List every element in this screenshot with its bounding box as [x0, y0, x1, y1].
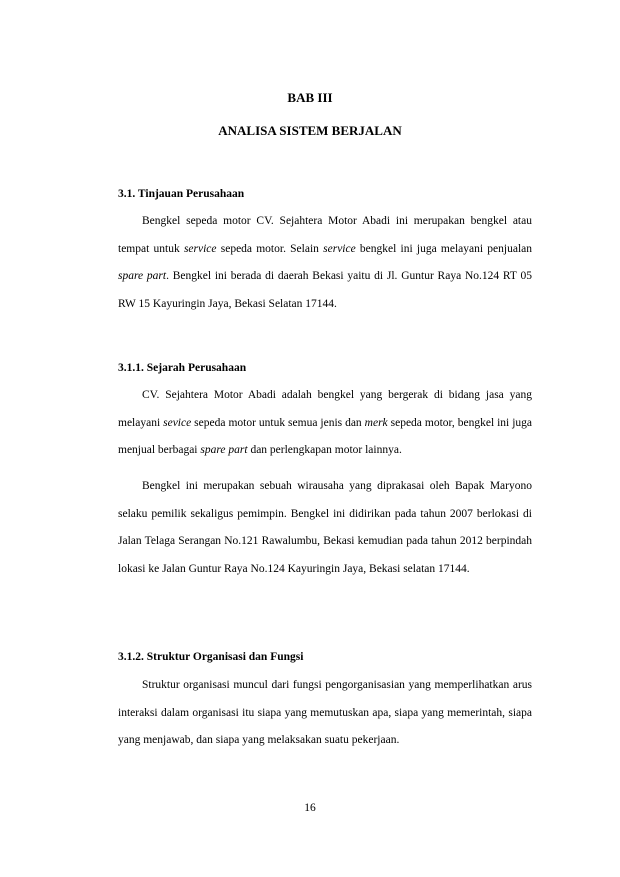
paragraph-3-1: Bengkel sepeda motor CV. Sejahtera Motor Abadi ini merupakan bengkel atau tempat untuk service sepeda motor. Selain service bengkel ini juga melayani penjualan spare part. Bengkel ini berada di daerah Bekasi yaitu di Jl. Guntur Raya No.124 RT 05 RW 15 Kayuringin Jaya, Bekasi Selatan 17144. — [118, 215, 532, 310]
section-heading-3-1-1: 3.1.1. Sejarah Perusahaan — [118, 362, 247, 374]
page-number: 16 — [304, 802, 316, 814]
section-heading-3-1-2: 3.1.2. Struktur Organisasi dan Fungsi — [118, 651, 304, 663]
paragraph-3-1-1-a: CV. Sejahtera Motor Abadi adalah bengkel yang bergerak di bidang jasa yang melayani sevice sepeda motor untuk semua jenis dan merk sepeda motor, bengkel ini juga menjual berbagai spare part dan perlengkapan motor lainnya. — [118, 389, 533, 457]
chapter-title: ANALISA SISTEM BERJALAN — [218, 123, 402, 138]
paragraph-3-1-2: Struktur organisasi muncul dari fungsi pengorganisasian yang memperlihatkan arus interaksi dalam organisasi itu siapa yang memutuskan apa, siapa yang memerintah, siapa yang menjawab, dan siapa yang melaksakan suatu pekerjaan. — [118, 679, 532, 747]
chapter-number: BAB III — [287, 90, 333, 105]
paragraph-3-1-1-b: Bengkel ini merupakan sebuah wirausaha yang diprakasai oleh Bapak Maryono selaku pemilik sekaligus pemimpin. Bengkel ini didirikan pada tahun 2007 berlokasi di Jalan Telaga Serangan No.121 Rawalumbu, Bekasi kemudian pada tahun 2012 berpindah lokasi ke Jalan Guntur Raya No.124 Kayuringin Jaya, Bekasi selatan 17144. — [118, 480, 532, 575]
section-heading-3-1: 3.1. Tinjauan Perusahaan — [118, 188, 245, 200]
